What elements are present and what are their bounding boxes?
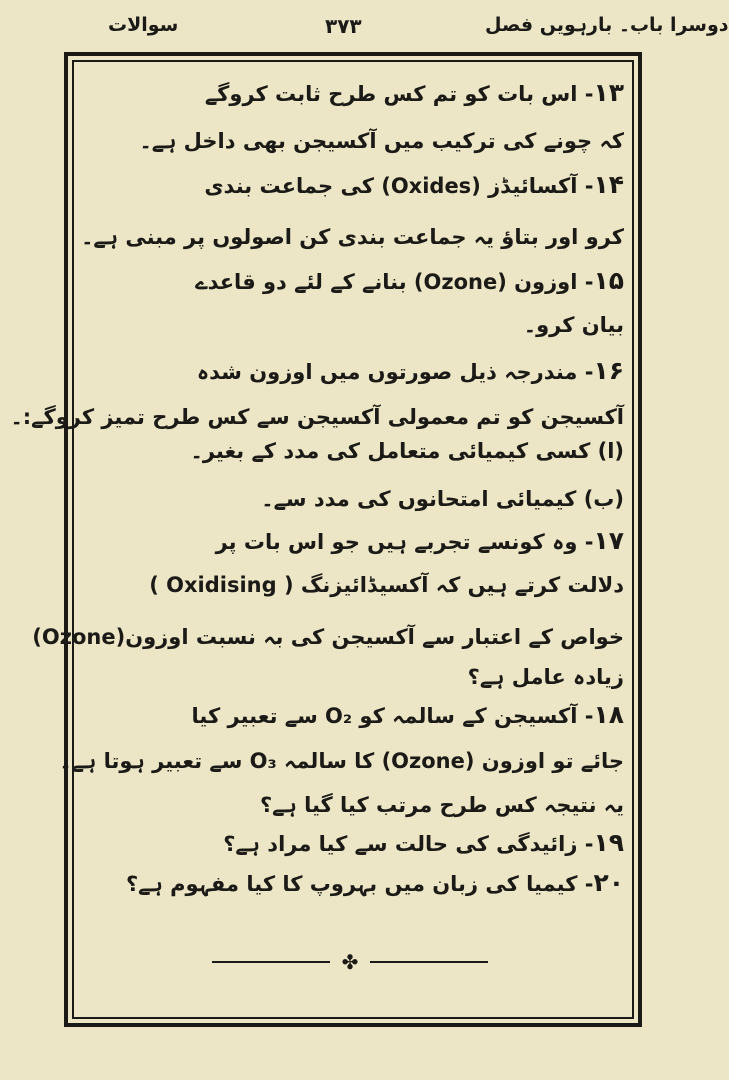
ornament-rule-left <box>212 961 330 963</box>
question-q18-line-3 <box>84 784 624 826</box>
question-text: زیادہ عامل ہے؟ <box>467 665 624 689</box>
question-q20-line-1 <box>84 862 624 904</box>
question-q17-line-2 <box>84 564 624 606</box>
question-q17-line-3 <box>32 616 624 658</box>
question-q15-line-2 <box>84 304 624 346</box>
question-text: دلالت کرتے ہیں کہ آکسیڈائیزنگ ( Oxidising ) <box>149 573 624 597</box>
question-number: ۱۶ <box>593 356 624 385</box>
question-number: ۱۵ <box>593 266 624 295</box>
question-q17-line-4 <box>84 656 624 698</box>
question-text: - اوزون (Ozone) بنانے کے لئے دو قاعدے <box>195 270 594 294</box>
question-number: ۲۰ <box>593 868 624 897</box>
header-page-number: ۳۷۳ <box>325 14 362 38</box>
question-text: - اس بات کو تم کس طرح ثابت کروگے <box>204 82 594 106</box>
question-q14-line-2 <box>81 216 624 258</box>
question-text: - آکسیجن کے سالمہ کو O₂ سے تعبیر کیا <box>191 704 594 728</box>
header-section-title: سوالات <box>108 14 179 36</box>
question-number: ۱۹ <box>593 828 624 857</box>
question-number: ۱۴ <box>593 170 624 199</box>
question-q14-line-1 <box>84 164 624 206</box>
question-number: ۱۳ <box>593 78 624 107</box>
question-q16-line-1 <box>84 350 624 392</box>
question-q18-line-1 <box>84 694 624 736</box>
ornament-flower-icon: ✤ <box>341 950 359 974</box>
question-q13-line-2 <box>84 120 624 162</box>
question-q13-line-1 <box>84 72 624 114</box>
question-text: خواص کے اعتبار سے آکسیجن کی بہ نسبت اوزون(Ozone) <box>32 625 624 649</box>
question-text: آکسیجن کو تم معمولی آکسیجن سے کس طرح تمیز کروگے:۔ <box>10 405 624 429</box>
question-q16-line-3 <box>84 430 642 472</box>
question-text: - کیمیا کی زبان میں بہروپ کا کیا مفہوم ہے؟ <box>125 872 594 896</box>
ornament-rule-right <box>370 961 488 963</box>
question-text: (ا) کسی کیمیائی متعامل کی مدد کے بغیر۔ <box>190 439 624 463</box>
question-text: یہ نتیجہ کس طرح مرتب کیا گیا ہے؟ <box>259 793 624 817</box>
question-text: - مندرجہ ذیل صورتوں میں اوزون شدہ <box>196 360 594 384</box>
question-text: کرو اور بتاؤ یہ جماعت بندی کن اصولوں پر مبنی ہے۔ <box>81 225 624 249</box>
question-text: بیان کرو۔ <box>523 313 624 337</box>
end-ornament <box>212 950 488 974</box>
question-number: ۱۸ <box>593 700 624 729</box>
header-chapter-title: دوسرا باب۔ بارہویں فصل <box>485 14 729 36</box>
question-text: (ب) کیمیائی امتحانوں کی مدد سے۔ <box>261 487 624 511</box>
question-text: جائے تو اوزون (Ozone) کا سالمہ O₃ سے تعبیر ہوتا ہے۔ <box>59 749 624 773</box>
question-text: - وہ کونسے تجربے ہیں جو اس بات پر <box>215 530 594 554</box>
question-q18-line-2 <box>59 740 624 782</box>
question-q16-line-4 <box>84 478 642 520</box>
question-number: ۱۷ <box>593 526 624 555</box>
question-q15-line-1 <box>84 260 624 302</box>
question-text: - آکسائیڈز (Oxides) کی جماعت بندی <box>204 174 594 198</box>
question-q19-line-1 <box>84 822 624 864</box>
question-text: - زائیدگی کی حالت سے کیا مراد ہے؟ <box>223 832 594 856</box>
question-text: کہ چونے کی ترکیب میں آکسیجن بھی داخل ہے۔ <box>139 129 624 153</box>
question-q17-line-1 <box>84 520 624 562</box>
